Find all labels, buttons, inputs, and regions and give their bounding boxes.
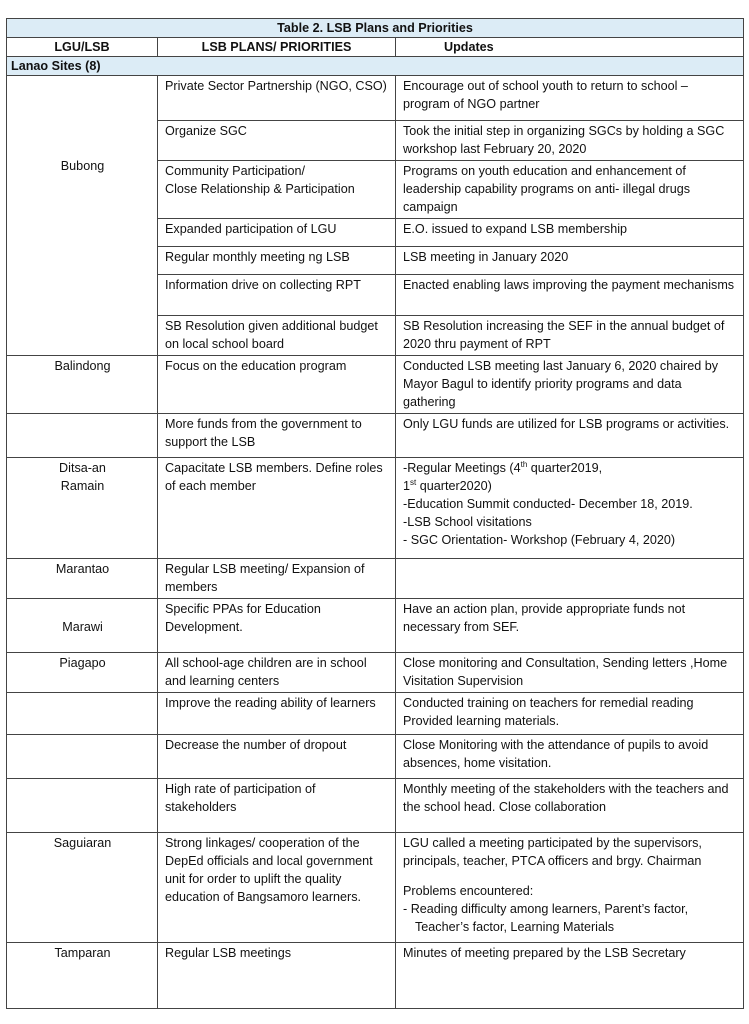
plan-line: Close Relationship & Participation (165, 182, 355, 196)
update-cell: Close monitoring and Consultation, Sending letters ,Home Visitation Supervision (396, 653, 744, 693)
update-line: - SGC Orientation- Workshop (February 4, 2020) (403, 533, 676, 547)
table-row (7, 735, 744, 779)
plan-cell: All school-age children are in school and learning centers (158, 653, 396, 693)
plan-cell: Expanded participation of LGU (158, 219, 396, 247)
update-line: -Education Summit conducted- December 18, 2019. (403, 497, 693, 511)
table-row (7, 779, 744, 833)
update-line: Problems encountered: (403, 884, 534, 898)
plan-cell: SB Resolution given additional budget on local school board (158, 316, 396, 356)
update-cell: Minutes of meeting prepared by the LSB Secretary (396, 943, 744, 1009)
header-plans: LSB PLANS/ PRIORITIES (158, 38, 396, 57)
plan-cell: Private Sector Partnership (NGO, CSO) (158, 76, 396, 121)
lgu-line: Ditsa-an (59, 461, 106, 475)
plan-cell: Decrease the number of dropout (158, 735, 396, 779)
lgu-tamparan: Tamparan (7, 943, 158, 1009)
section-row (7, 57, 744, 76)
update-cell: Conducted training on teachers for remedial reading Provided learning materials. (396, 693, 744, 735)
table-row (7, 458, 744, 559)
update-line: Teacher’s factor, Learning Materials (415, 920, 615, 934)
plan-cell: More funds from the government to support the LSB (158, 414, 396, 458)
header-updates: Updates (396, 38, 744, 57)
update-cell (396, 559, 744, 599)
update-cell: Encourage out of school youth to return to school – program of NGO partner (396, 76, 744, 121)
header-row (7, 38, 744, 57)
lgu-empty (7, 414, 158, 458)
update-line (403, 477, 737, 495)
table-row (7, 414, 744, 458)
update-line: LGU called a meeting participated by the supervisors, principals, teacher, PTCA officers and brgy. Chairman (403, 836, 702, 868)
plan-cell: Regular monthly meeting ng LSB (158, 247, 396, 275)
update-text: quarter2020) (416, 479, 492, 493)
lgu-empty (7, 693, 158, 735)
table-row (7, 943, 744, 1009)
lgu-line: Ramain (60, 479, 105, 493)
update-cell: Have an action plan, provide appropriate funds not necessary from SEF. (396, 599, 744, 653)
update-cell: LSB meeting in January 2020 (396, 247, 744, 275)
section-title: Lanao Sites (8) (7, 57, 744, 76)
update-cell: Took the initial step in organizing SGCs by holding a SGC workshop last February 20, 2020 (396, 121, 744, 161)
update-line: -LSB School visitations (403, 515, 532, 529)
lgu-balindong: Balindong (7, 356, 158, 414)
lgu-bubong: Bubong (7, 76, 158, 356)
update-line: - Reading difficulty among learners, Parent’s factor, (403, 902, 689, 916)
table-row (7, 76, 744, 121)
plan-cell: Specific PPAs for Education Development. (158, 599, 396, 653)
update-cell: Close Monitoring with the attendance of pupils to avoid absences, home visitation. (396, 735, 744, 779)
plan-cell: Regular LSB meeting/ Expansion of members (158, 559, 396, 599)
table-row (7, 653, 744, 693)
table-row (7, 693, 744, 735)
plan-cell: Organize SGC (158, 121, 396, 161)
plan-cell: Strong linkages/ cooperation of the DepEd officials and local government unit for order to uplift the quality education of Bangsamoro learners. (158, 833, 396, 943)
table-title: Table 2. LSB Plans and Priorities (7, 19, 744, 38)
lgu-saguiaran: Saguiaran (7, 833, 158, 943)
superscript: st (410, 477, 417, 487)
lsb-plans-table (6, 18, 744, 1009)
table-row (7, 356, 744, 414)
lgu-empty (7, 779, 158, 833)
update-cell: E.O. issued to expand LSB membership (396, 219, 744, 247)
update-cell: Programs on youth education and enhancement of leadership capability programs on anti- illegal drugs campaign (396, 161, 744, 219)
lgu-piagapo: Piagapo (7, 653, 158, 693)
update-line (403, 459, 737, 477)
header-lgu: LGU/LSB (7, 38, 158, 57)
table-row (7, 559, 744, 599)
plan-cell: Regular LSB meetings (158, 943, 396, 1009)
plan-cell: High rate of participation of stakeholders (158, 779, 396, 833)
update-cell (396, 833, 744, 943)
update-text: -Regular Meetings (4 (403, 461, 521, 475)
plan-cell: Information drive on collecting RPT (158, 275, 396, 316)
update-cell: Conducted LSB meeting last January 6, 2020 chaired by Mayor Bagul to identify priority programs and data gathering (396, 356, 744, 414)
plan-cell: Focus on the education program (158, 356, 396, 414)
lgu-ditsa-an-ramain (7, 458, 158, 559)
table-title-row (7, 19, 744, 38)
update-text: quarter2019, (527, 461, 603, 475)
plan-cell: Capacitate LSB members. Define roles of each member (158, 458, 396, 559)
update-cell: SB Resolution increasing the SEF in the annual budget of 2020 thru payment of RPT (396, 316, 744, 356)
update-cell: Monthly meeting of the stakeholders with the teachers and the school head. Close collaboration (396, 779, 744, 833)
lgu-marantao: Marantao (7, 559, 158, 599)
table-row (7, 599, 744, 653)
update-cell (396, 458, 744, 559)
update-cell: Enacted enabling laws improving the payment mechanisms (396, 275, 744, 316)
lgu-marawi: Marawi (7, 599, 158, 653)
superscript: th (520, 459, 528, 469)
plan-cell (158, 161, 396, 219)
update-text: 1 (403, 479, 411, 493)
plan-cell: Improve the reading ability of learners (158, 693, 396, 735)
table-row (7, 833, 744, 943)
plan-line: Community Participation/ (165, 164, 305, 178)
update-cell: Only LGU funds are utilized for LSB programs or activities. (396, 414, 744, 458)
lgu-empty (7, 735, 158, 779)
